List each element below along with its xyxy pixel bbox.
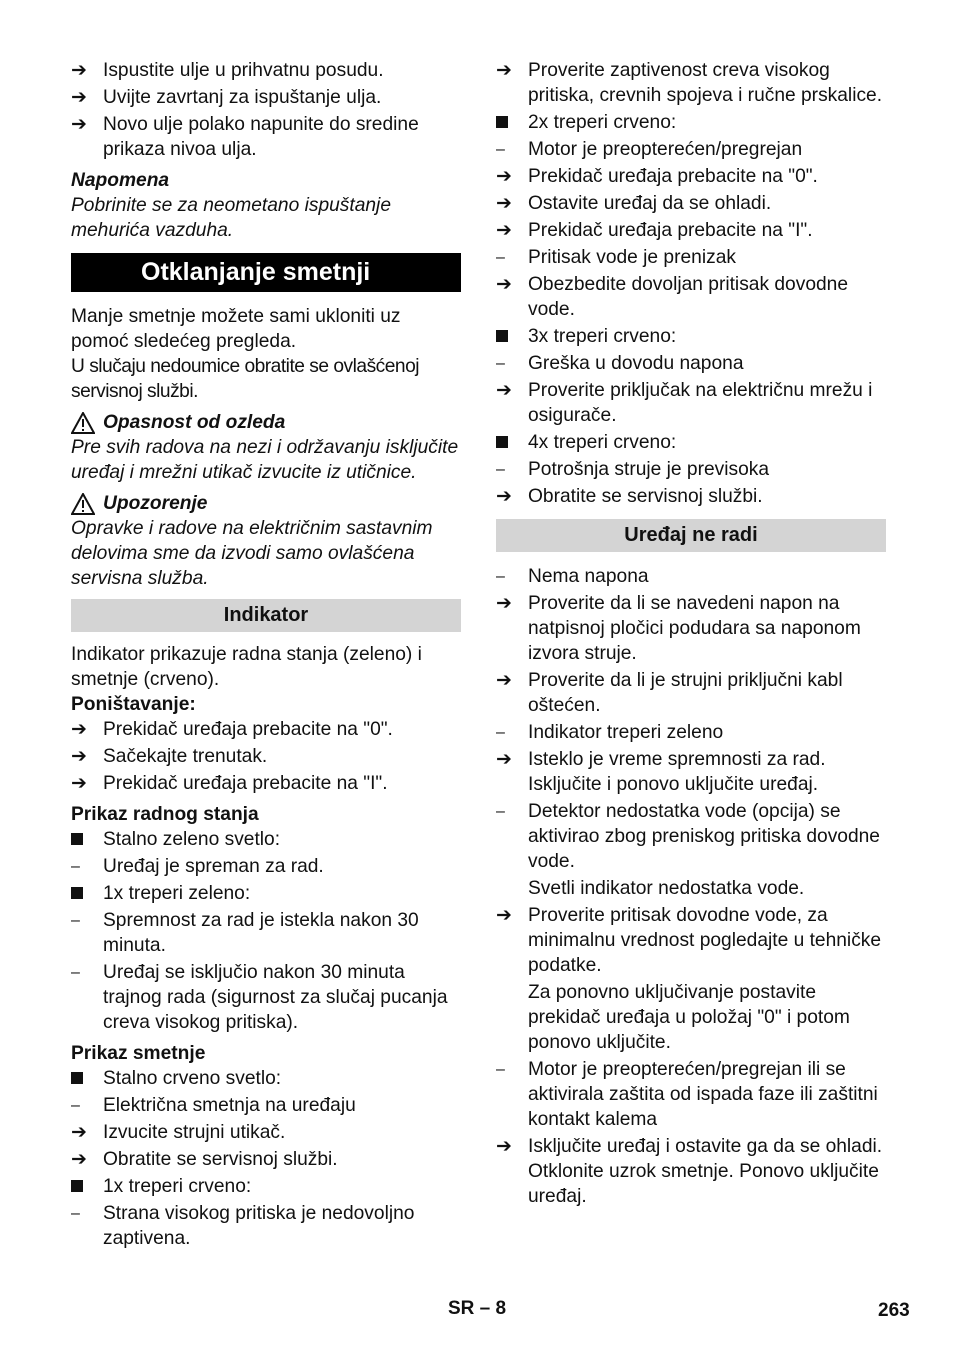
list-item-text: Strana visokog pritiska je nedovoljno zaptivena. — [103, 1203, 415, 1249]
list-item-text: Stalno crveno svetlo: — [103, 1068, 282, 1089]
arrow-icon: ➔ — [71, 746, 87, 767]
dash-bullet-icon: – — [496, 568, 505, 585]
section-heading: Otklanjanje smetnji — [71, 253, 461, 292]
list-item — [496, 876, 886, 901]
list-item — [71, 1201, 461, 1251]
dash-bullet-icon: – — [71, 964, 80, 981]
list-item-text: Spremnost za rad je istekla nakon 30 minuta. — [103, 910, 419, 956]
list-item-text: Uređaj je spreman za rad. — [103, 856, 324, 877]
list-item — [496, 484, 886, 509]
list-item — [496, 218, 886, 243]
arrow-icon: ➔ — [496, 486, 512, 507]
arrow-icon: ➔ — [496, 193, 512, 214]
status-list — [71, 827, 461, 1035]
list-item — [496, 191, 886, 216]
arrow-icon: ➔ — [496, 220, 512, 241]
arrow-icon: ➔ — [496, 670, 512, 691]
arrow-icon: ➔ — [496, 166, 512, 187]
not-working-heading: Uređaj ne radi — [496, 519, 886, 552]
list-item-text: Stalno zeleno svetlo: — [103, 829, 281, 850]
list-item-text: Proverite da li je strujni priključni kabl oštećen. — [528, 670, 843, 716]
list-item: ➔ Novo ulje polako napunite do sredine prikaza nivoa ulja. — [71, 114, 419, 160]
warning-triangle-icon — [71, 493, 95, 515]
list-item — [496, 747, 886, 797]
dash-bullet-icon: – — [496, 803, 505, 820]
dash-bullet-icon: – — [496, 724, 505, 741]
arrow-icon: ➔ — [496, 60, 512, 81]
list-item-text: 3x treperi crveno: — [528, 326, 677, 347]
arrow-icon: ➔ — [496, 749, 512, 770]
list-item: ➔ Sačekajte trenutak. — [71, 746, 268, 767]
section-intro: Manje smetnje možete sami ukloniti uz pomoć sledećeg pregleda. — [71, 306, 401, 352]
square-bullet-icon — [71, 881, 97, 906]
list-item — [71, 1120, 461, 1145]
list-item: ➔ Prekidač uređaja prebacite na "0". — [71, 719, 393, 740]
list-item-text: Nema napona — [528, 566, 649, 587]
arrow-icon: ➔ — [71, 87, 87, 108]
fault-list — [71, 1066, 461, 1251]
arrow-icon: ➔ — [71, 60, 87, 81]
list-item-text: Obratite se servisnoj službi. — [528, 486, 763, 507]
list-item-text: Motor je preopterećen/pregrejan ili se aktivirala zaštita od ispada faze ili zaštitni kontakt kalema — [528, 1059, 878, 1130]
danger-heading: Opasnost od ozleda — [71, 410, 461, 435]
list-item — [496, 245, 886, 270]
list-item — [496, 58, 886, 108]
note-title: Napomena — [71, 170, 170, 191]
list-item: ➔ Prekidač uređaja prebacite na "I". — [71, 773, 388, 794]
list-item — [496, 799, 886, 874]
list-item — [496, 591, 886, 666]
list-item-text: Pritisak vode je prenizak — [528, 247, 736, 268]
note-text: Pobrinite se za neometano ispuštanje mehurića vazduha. — [71, 195, 391, 241]
list-item — [71, 1147, 461, 1172]
square-bullet-icon — [71, 1174, 97, 1199]
list-item-text: 4x treperi crveno: — [528, 432, 677, 453]
list-item-text: 1x treperi zeleno: — [103, 883, 251, 904]
list-item — [496, 351, 886, 376]
list-item-text: Potrošnja struje je previsoka — [528, 459, 770, 480]
list-item — [71, 827, 461, 852]
list-item — [496, 903, 886, 978]
list-item-text: Svetli indikator nedostatka vode. — [528, 878, 805, 899]
arrow-icon: ➔ — [496, 380, 512, 401]
list-item — [496, 1134, 886, 1209]
list-item-text: Uređaj se isključio nakon 30 minuta trajnog rada (sigurnost za slučaj pucanja creva visokog pritiska). — [103, 962, 448, 1033]
list-item — [496, 457, 886, 482]
square-bullet-icon — [71, 1066, 97, 1091]
footer-section-page: SR – 8 — [448, 1298, 507, 1319]
square-bullet-icon — [71, 827, 97, 852]
list-item-text: Isključite uređaj i ostavite ga da se ohladi. Otklonite uzrok smetnje. Ponovo uključite uređaj. — [528, 1136, 883, 1207]
list-item — [496, 272, 886, 322]
arrow-icon: ➔ — [71, 1122, 87, 1143]
dash-bullet-icon: – — [496, 355, 505, 372]
list-item-text: Indikator treperi zeleno — [528, 722, 724, 743]
list-item-text: Proverite da li se navedeni napon na natpisnoj pločici podudara sa naponom izvora struje. — [528, 593, 861, 664]
list-item — [496, 110, 886, 135]
square-bullet-icon — [496, 324, 522, 349]
indicator-text: Indikator prikazuje radna stanja (zeleno) i smetnje (crveno). — [71, 644, 422, 690]
list-item-text: Proverite zaptivenost creva visokog pritiska, crevnih spojeva i ručne prskalice. — [528, 60, 883, 106]
section-intro-2: U slučaju nedoumice obratite se ovlašćenoj servisnoj službi. — [71, 356, 420, 402]
list-item-text: Ostavite uređaj da se ohladi. — [528, 193, 772, 214]
list-item-text: Greška u dovodu napona — [528, 353, 744, 374]
list-item-text: 2x treperi crveno: — [528, 112, 677, 133]
right-top-list — [496, 58, 886, 509]
list-item-text: Motor je preopterećen/pregrejan — [528, 139, 803, 160]
list-item — [71, 908, 461, 958]
dash-bullet-icon: – — [496, 141, 505, 158]
dash-bullet-icon: – — [71, 1097, 80, 1114]
list-item — [496, 137, 886, 162]
dash-bullet-icon: – — [496, 461, 505, 478]
list-item — [496, 430, 886, 455]
list-item — [496, 378, 886, 428]
list-item — [496, 980, 886, 1055]
list-item: ➔ Ispustite ulje u prihvatnu posudu. — [71, 60, 384, 81]
dash-bullet-icon: – — [71, 858, 80, 875]
fault-heading: Prikaz smetnje — [71, 1043, 206, 1064]
arrow-icon: ➔ — [496, 1136, 512, 1157]
list-item-text: Detektor nedostatka vode (opcija) se aktivirao zbog preniskog pritiska dovodne vode. — [528, 801, 880, 872]
arrow-icon: ➔ — [71, 773, 87, 794]
dash-bullet-icon: – — [496, 1061, 505, 1078]
warning-text: Opravke i radove na električnim sastavnim delovima sme da izvodi samo ovlašćena servisna služba. — [71, 518, 433, 589]
list-item — [496, 720, 886, 745]
status-heading: Prikaz radnog stanja — [71, 804, 259, 825]
list-item — [496, 564, 886, 589]
square-bullet-icon — [496, 110, 522, 135]
warning-triangle-icon — [71, 412, 95, 434]
list-item — [496, 324, 886, 349]
right-column — [496, 58, 886, 1211]
list-item-text: Obezbedite dovoljan pritisak dovodne vode. — [528, 274, 849, 320]
list-item-text: Isteklo je vreme spremnosti za rad. Isključite i ponovo uključite uređaj. — [528, 749, 826, 795]
reset-label: Poništavanje: — [71, 694, 196, 715]
list-item — [496, 164, 886, 189]
arrow-icon: ➔ — [71, 1149, 87, 1170]
list-item — [71, 960, 461, 1035]
list-item-text: Izvucite strujni utikač. — [103, 1122, 286, 1143]
list-item — [71, 1066, 461, 1091]
square-bullet-icon — [496, 430, 522, 455]
list-item — [71, 881, 461, 906]
arrow-icon: ➔ — [71, 114, 87, 135]
list-item-text: Obratite se servisnoj službi. — [103, 1149, 338, 1170]
warning-heading: Upozorenje — [71, 491, 461, 516]
list-item-text: Proverite priključak na električnu mrežu i osigurače. — [528, 380, 873, 426]
list-item-text: Prekidač uređaja prebacite na "0". — [528, 166, 818, 187]
list-item-text: 1x treperi crveno: — [103, 1176, 252, 1197]
dash-bullet-icon: – — [71, 1205, 80, 1222]
dash-bullet-icon: – — [71, 912, 80, 929]
arrow-icon: ➔ — [496, 905, 512, 926]
list-item: ➔ Uvijte zavrtanj za ispuštanje ulja. — [71, 87, 382, 108]
dash-bullet-icon: – — [496, 249, 505, 266]
list-item-text: Za ponovno uključivanje postavite prekidač uređaja u položaj "0" i potom ponovo uključite. — [528, 982, 850, 1053]
arrow-icon: ➔ — [71, 719, 87, 740]
list-item-text: Električna smetnja na uređaju — [103, 1095, 356, 1116]
list-item — [71, 1093, 461, 1118]
list-item-text: Prekidač uređaja prebacite na "I". — [528, 220, 813, 241]
page-number: 263 — [878, 1300, 910, 1321]
list-item — [71, 1174, 461, 1199]
left-column — [71, 58, 461, 1253]
list-item — [496, 1057, 886, 1132]
indicator-heading: Indikator — [71, 599, 461, 632]
right-bottom-list — [496, 564, 886, 1209]
list-item-text: Proverite pritisak dovodne vode, za minimalnu vrednost pogledajte u tehničke podatke. — [528, 905, 882, 976]
arrow-icon: ➔ — [496, 593, 512, 614]
arrow-icon: ➔ — [496, 274, 512, 295]
list-item — [496, 668, 886, 718]
danger-text: Pre svih radova na nezi i održavanju isključite uređaj i mrežni utikač izvucite iz utičnice. — [71, 437, 459, 483]
list-item — [71, 854, 461, 879]
